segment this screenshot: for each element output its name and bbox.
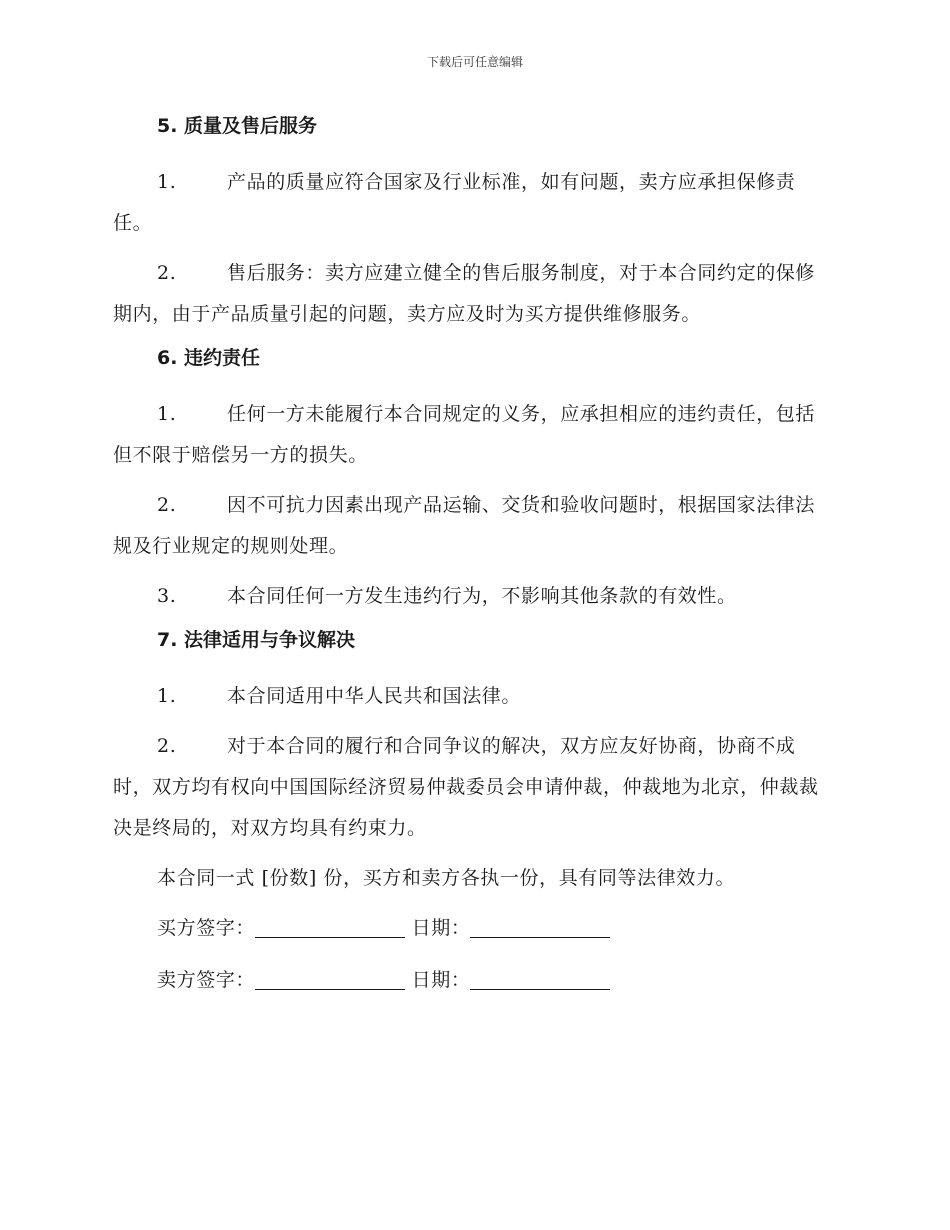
buyer-date-field[interactable] <box>470 915 610 938</box>
clause-number: 1. <box>157 685 177 707</box>
clause-number: 1. <box>157 171 177 193</box>
clause <box>113 676 833 717</box>
clause-text: 售后服务：卖方应建立健全的售后服务制度，对于本合同约定的保修期内，由于产品质量引起的问题，卖方应及时为买方提供维修服务。 <box>113 262 816 325</box>
clause-text: 因不可抗力因素出现产品运输、交货和验收问题时，根据国家法律法规及行业规定的规则处理。 <box>113 494 816 557</box>
clause <box>113 485 833 567</box>
seller-date-field[interactable] <box>470 967 610 990</box>
seller-date-label: 日期： <box>411 969 471 991</box>
section-law <box>113 626 833 849</box>
seller-signature-field[interactable] <box>255 967 405 990</box>
clause-text: 产品的质量应符合国家及行业标准，如有问题，卖方应承担保修责任。 <box>113 171 796 234</box>
document-body <box>113 112 833 1012</box>
seller-signature-row <box>113 960 833 1001</box>
section-quality <box>113 112 833 335</box>
clause <box>113 253 833 335</box>
clause <box>113 726 833 849</box>
clause <box>113 394 833 476</box>
clause <box>113 162 833 244</box>
clause-text: 任何一方未能履行本合同规定的义务，应承担相应的违约责任，包括但不限于赔偿另一方的损失。 <box>113 403 816 466</box>
clause-number: 1. <box>157 403 177 425</box>
clause-number: 3. <box>157 585 177 607</box>
clause-text: 对于本合同的履行和合同争议的解决，双方应友好协商，协商不成时，双方均有权向中国国际经济贸易仲裁委员会申请仲裁，仲裁地为北京，仲裁裁决是终局的，对双方均具有约束力。 <box>113 735 819 839</box>
buyer-signature-row <box>113 908 833 949</box>
clause-number: 2. <box>157 262 177 284</box>
buyer-signature-field[interactable] <box>255 915 405 938</box>
header-note: 下载后可任意编辑 <box>426 55 523 69</box>
buyer-date-label: 日期： <box>411 917 471 939</box>
closing-statement: 本合同一式 [份数] 份，买方和卖方各执一份，具有同等法律效力。 <box>157 867 736 889</box>
section-heading: 7. 法律适用与争议解决 <box>157 629 356 651</box>
clause-text: 本合同适用中华人民共和国法律。 <box>227 685 522 707</box>
clause-number: 2. <box>157 494 177 516</box>
section-breach <box>113 344 833 617</box>
section-heading: 6. 违约责任 <box>157 347 261 369</box>
seller-signature-label: 卖方签字： <box>157 969 256 991</box>
clause <box>113 576 833 617</box>
clause-number: 2. <box>157 735 177 757</box>
buyer-signature-label: 买方签字： <box>157 917 256 939</box>
clause-text: 本合同任何一方发生违约行为，不影响其他条款的有效性。 <box>227 585 737 607</box>
section-heading: 5. 质量及售后服务 <box>157 115 318 137</box>
